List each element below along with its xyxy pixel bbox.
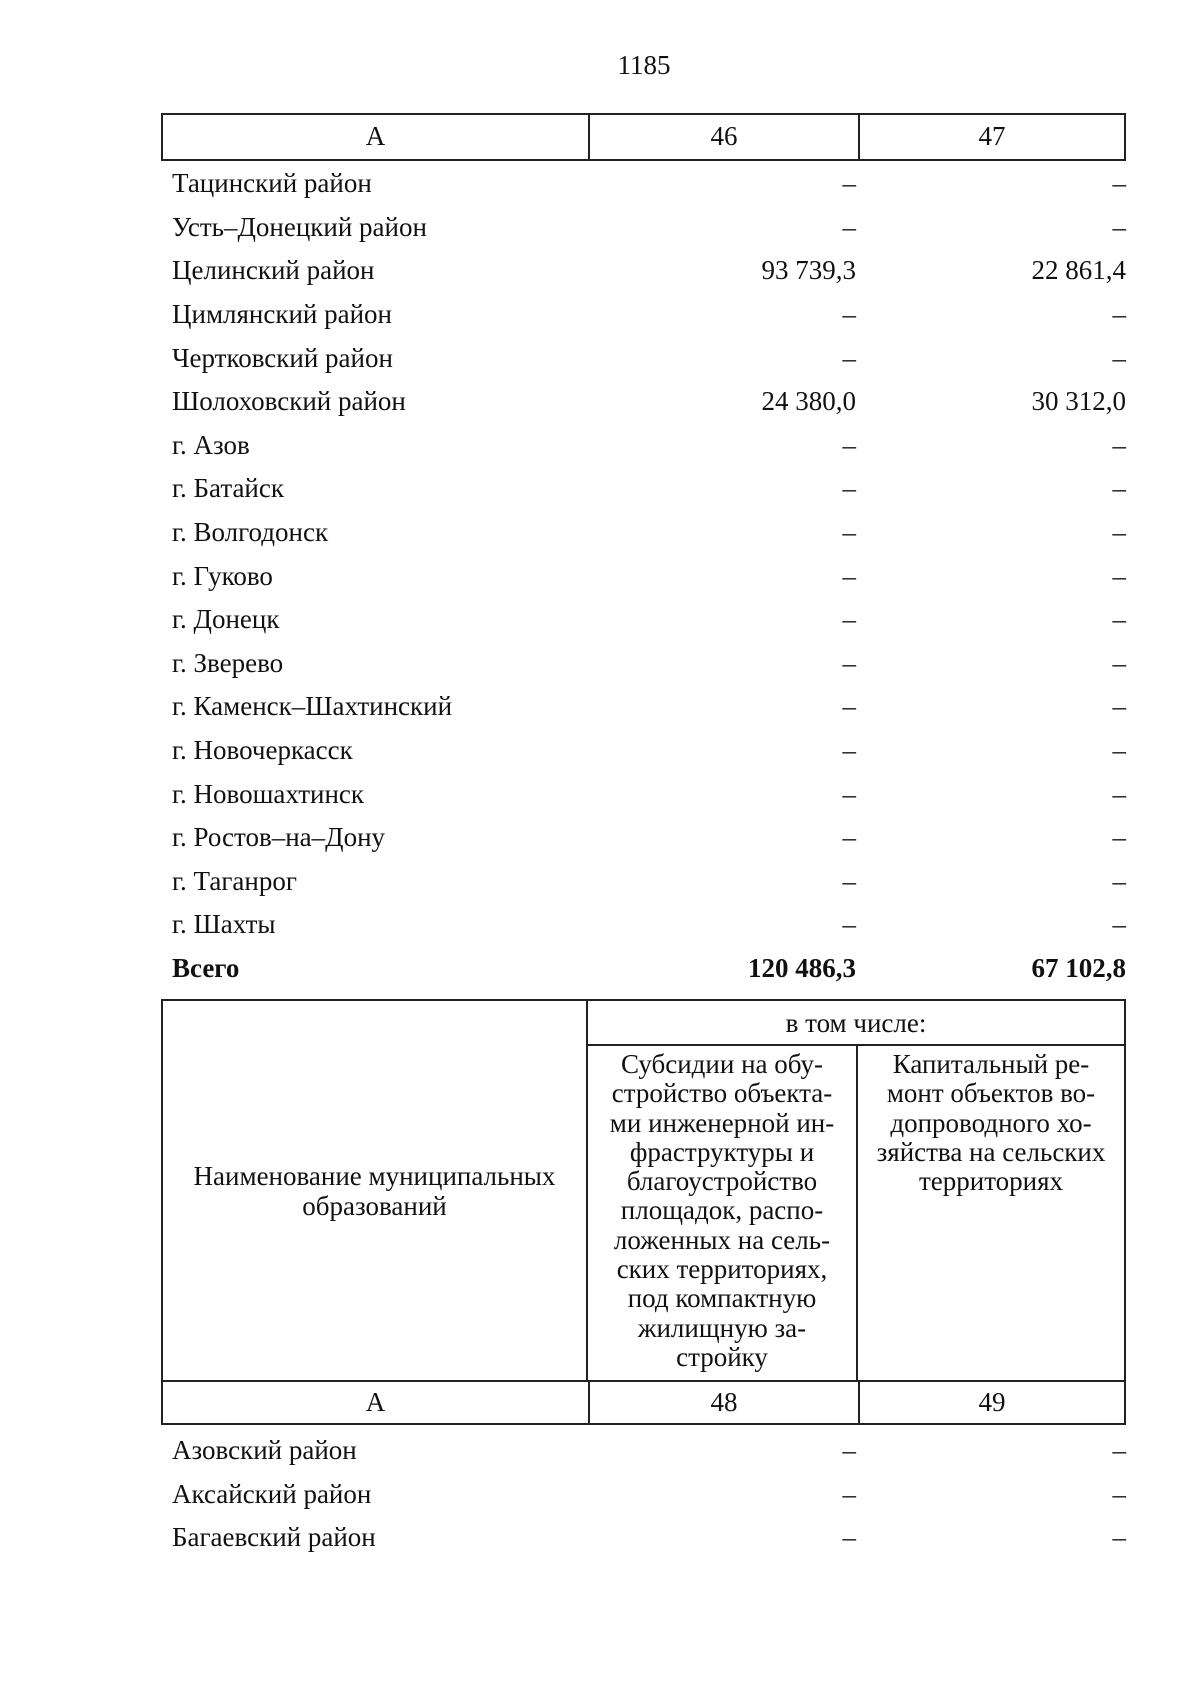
table2-including-header: в том числе: <box>588 1001 1124 1046</box>
row-value-2: – <box>1112 691 1126 722</box>
row-value-1: – <box>842 647 856 678</box>
table-row <box>161 293 1126 337</box>
row-value-2: – <box>1112 1522 1126 1553</box>
row-value-1: – <box>842 342 856 373</box>
row-value-1: – <box>842 299 856 330</box>
table-row <box>161 336 1126 380</box>
row-value-1: – <box>842 429 856 460</box>
header-text-line: ложенных на сель- <box>613 1224 831 1255</box>
header-text-line: жилищную за- <box>637 1312 807 1343</box>
header-text-line: Капитальный ре- <box>892 1049 1090 1079</box>
table-row <box>161 467 1126 511</box>
row-value-2: – <box>1112 299 1126 330</box>
page-number: 1185 <box>617 50 671 80</box>
header-text-line: стройство объекта- <box>611 1078 833 1109</box>
table2-number-a: А <box>365 1387 386 1417</box>
row-value-1: – <box>842 865 856 896</box>
table1-header-col-47: 47 <box>858 115 1124 159</box>
table-row <box>161 249 1126 293</box>
row-name: г. Зверево <box>172 647 284 678</box>
row-value-2: – <box>1112 517 1126 548</box>
row-name: г. Батайск <box>172 473 284 504</box>
row-value-2: – <box>1112 1478 1126 1509</box>
row-value-2: – <box>1112 778 1126 809</box>
header-text-line: фраструктуры и <box>629 1136 815 1167</box>
table-row <box>161 685 1126 729</box>
row-value-2: – <box>1112 211 1126 242</box>
table2-body <box>161 1429 1126 1560</box>
row-name: Всего <box>172 952 240 983</box>
row-name: г. Волгодонск <box>172 517 329 548</box>
header-text-line: территориях <box>918 1166 1064 1197</box>
row-name: Азовский район <box>172 1435 357 1466</box>
row-name: г. Азов <box>172 429 250 460</box>
table-row <box>161 729 1126 773</box>
row-value-2: 30 312,0 <box>1031 386 1126 417</box>
row-value-2: – <box>1112 647 1126 678</box>
row-name: г. Каменск–Шахтинский <box>172 691 453 722</box>
row-name: Тацинский район <box>172 168 372 199</box>
table-row <box>161 554 1126 598</box>
table2-number-row <box>163 1380 1124 1423</box>
row-value-1: – <box>842 560 856 591</box>
row-name: Шолоховский район <box>172 386 406 417</box>
table-row <box>161 816 1126 860</box>
total-row <box>161 947 1126 991</box>
row-value-1: 93 739,3 <box>761 255 856 286</box>
row-value-2: – <box>1112 909 1126 940</box>
header-text-line: допроводного хо- <box>890 1107 1092 1138</box>
row-name: Усть–Донецкий район <box>172 211 427 242</box>
row-value-1: – <box>842 691 856 722</box>
row-name: г. Донецк <box>172 604 280 635</box>
header-text-line: ских территориях, <box>616 1254 828 1285</box>
table2-col48-header <box>588 1046 858 1380</box>
table-row <box>161 1516 1126 1560</box>
table2-number-49: 49 <box>858 1382 1124 1423</box>
row-value-2: – <box>1112 168 1126 199</box>
row-name: Цимлянский район <box>172 299 393 330</box>
row-name: г. Новочеркасск <box>172 735 353 766</box>
row-value-1: – <box>842 778 856 809</box>
row-value-1: – <box>842 168 856 199</box>
row-value-2: – <box>1112 865 1126 896</box>
row-value-2: 22 861,4 <box>1031 255 1126 286</box>
row-value-1: 120 486,3 <box>748 952 856 983</box>
table1-header <box>161 113 1126 161</box>
row-name: Чертковский район <box>172 342 393 373</box>
table-row <box>161 903 1126 947</box>
row-value-1: – <box>842 822 856 853</box>
header-text-line: зяйства на сельских <box>876 1136 1106 1167</box>
row-value-2: – <box>1112 429 1126 460</box>
row-name: Целинский район <box>172 255 375 286</box>
row-value-2: – <box>1112 560 1126 591</box>
table-row <box>161 860 1126 904</box>
table1-header-col-46: 46 <box>588 115 858 159</box>
row-value-1: – <box>842 211 856 242</box>
row-name: г. Шахты <box>172 909 276 940</box>
header-text-line: Субсидии на обу- <box>621 1049 823 1079</box>
row-name: г. Гуково <box>172 560 273 591</box>
row-value-2: – <box>1112 604 1126 635</box>
table2-number-48: 48 <box>588 1382 858 1423</box>
row-name: Аксайский район <box>172 1478 372 1509</box>
table2-name-header: Наименование муниципальных образований <box>163 1001 588 1380</box>
row-value-1: – <box>842 735 856 766</box>
header-text-line: монт объектов во- <box>886 1078 1096 1109</box>
table-row <box>161 642 1126 686</box>
table-row <box>161 162 1126 206</box>
table-row <box>161 511 1126 555</box>
row-value-1: 24 380,0 <box>761 386 856 417</box>
row-name: г. Ростов–на–Дону <box>172 822 386 853</box>
row-value-2: – <box>1112 735 1126 766</box>
row-value-1: – <box>842 604 856 635</box>
row-value-1: – <box>842 1435 856 1466</box>
table-row <box>161 772 1126 816</box>
row-value-2: 67 102,8 <box>1031 952 1126 983</box>
table1-header-col-a: А <box>365 121 386 151</box>
row-value-2: – <box>1112 342 1126 373</box>
header-text-line: ми инженерной ин- <box>609 1107 835 1138</box>
table-row <box>161 1473 1126 1517</box>
row-value-1: – <box>842 517 856 548</box>
table2-header <box>161 999 1126 1425</box>
row-name: г. Таганрог <box>172 865 297 896</box>
table-row <box>161 1429 1126 1473</box>
table-row <box>161 598 1126 642</box>
header-text-line: площадок, распо- <box>620 1195 824 1226</box>
table2-col49-header <box>858 1046 1124 1380</box>
table-row <box>161 424 1126 468</box>
row-value-1: – <box>842 909 856 940</box>
row-value-1: – <box>842 473 856 504</box>
table1-body <box>161 162 1126 990</box>
row-name: Багаевский район <box>172 1522 376 1553</box>
row-value-2: – <box>1112 473 1126 504</box>
header-text-line: благоустройство <box>626 1166 818 1197</box>
row-value-2: – <box>1112 1435 1126 1466</box>
header-text-line: под компактную <box>627 1283 817 1314</box>
row-value-1: – <box>842 1478 856 1509</box>
row-value-2: – <box>1112 822 1126 853</box>
header-text-line: стройку <box>676 1341 768 1372</box>
table-row <box>161 206 1126 250</box>
table-row <box>161 380 1126 424</box>
row-value-1: – <box>842 1522 856 1553</box>
row-name: г. Новошахтинск <box>172 778 364 809</box>
